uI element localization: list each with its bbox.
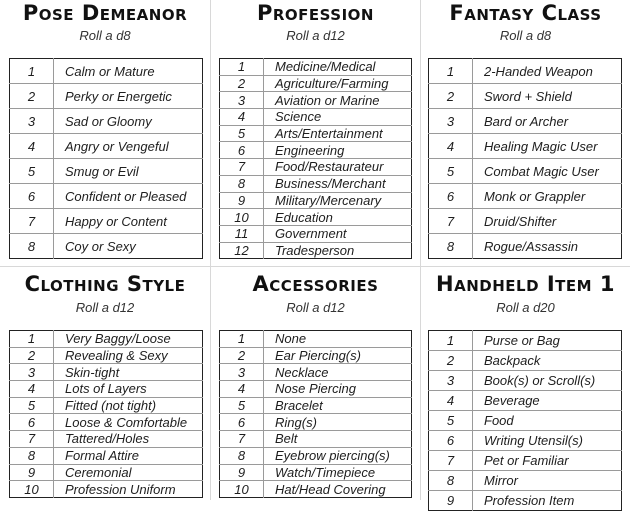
table-row — [220, 59, 412, 76]
table-row — [220, 209, 412, 226]
row-text: Medicine/Medical — [264, 59, 412, 76]
row-text: Rogue/Assassin — [484, 238, 578, 254]
row-number: 3 — [429, 109, 473, 134]
row-number: 6 — [220, 142, 264, 159]
roll-table — [219, 58, 412, 259]
row-text: Loose & Comfortable — [54, 414, 203, 431]
table-row — [429, 59, 622, 84]
row-number: 10 — [220, 481, 264, 498]
table-row — [220, 381, 412, 398]
row-number: 9 — [429, 491, 473, 511]
row-number: 7 — [220, 159, 264, 176]
table-row — [220, 242, 412, 259]
row-text: Formal Attire — [54, 447, 203, 464]
row-text: Sword + Shield — [473, 84, 622, 109]
row-text: Purse or Bag — [473, 331, 622, 351]
panel-subtitle: Roll a d20 — [496, 300, 555, 315]
roll-table — [9, 58, 203, 259]
table-row — [220, 347, 412, 364]
table-row — [429, 331, 622, 351]
table-row — [429, 451, 622, 471]
table-row — [10, 447, 203, 464]
row-text: Food — [473, 411, 622, 431]
table-row — [220, 92, 412, 109]
row-text: Very Baggy/Loose — [54, 331, 203, 348]
panel-title: Handheld Item 1 — [436, 272, 615, 296]
row-text: Science — [264, 109, 412, 126]
roll-table — [9, 330, 203, 498]
row-text: Food/Restaurateur — [264, 159, 412, 176]
row-number: 6 — [429, 184, 473, 209]
row-number: 11 — [220, 225, 264, 242]
table-row — [10, 347, 203, 364]
table-row — [10, 159, 203, 184]
panel-title: Profession — [256, 1, 374, 25]
table-row — [429, 391, 622, 411]
row-number: 6 — [10, 184, 54, 209]
row-number: 4 — [429, 391, 473, 411]
panel-title: Pose Demeanor — [22, 1, 188, 25]
accessories-panel — [211, 267, 420, 500]
row-number: 4 — [429, 134, 473, 159]
table-row — [10, 464, 203, 481]
table-row — [10, 84, 203, 109]
table-row — [220, 225, 412, 242]
row-number: 1 — [429, 59, 473, 84]
row-number: 9 — [220, 464, 264, 481]
row-number: 4 — [10, 134, 54, 159]
row-text: Fitted (not tight) — [54, 397, 203, 414]
row-text: Arts/Entertainment — [264, 125, 412, 142]
row-text: Coy or Sexy — [65, 238, 136, 254]
row-number: 4 — [220, 381, 264, 398]
table-row — [10, 331, 203, 348]
table-row — [10, 414, 203, 431]
table-row — [429, 371, 622, 391]
table-row — [429, 491, 622, 511]
row-text: Tattered/Holes — [54, 431, 203, 448]
row-text: Ear Piercing(s) — [264, 347, 412, 364]
table-row — [220, 331, 412, 348]
table-row — [220, 125, 412, 142]
table-row — [220, 109, 412, 126]
row-text: 2-Handed Weapon — [473, 59, 622, 84]
row-number: 7 — [429, 451, 473, 471]
row-number: 7 — [220, 431, 264, 448]
table-row — [10, 134, 203, 159]
row-text: Confident or Pleased — [54, 184, 203, 209]
panel-title: Accessories — [252, 272, 379, 296]
row-text: Angry or Vengeful — [54, 134, 203, 159]
table-row — [10, 209, 203, 234]
row-text: Happy or Content — [54, 209, 203, 234]
profession-panel — [211, 0, 420, 266]
row-number: 8 — [10, 447, 54, 464]
row-number: 3 — [220, 92, 264, 109]
row-number: 8 — [10, 234, 54, 259]
row-number: 1 — [220, 331, 264, 348]
row-text: Monk or Grappler — [473, 184, 622, 209]
table-row — [220, 447, 412, 464]
row-text: Beverage — [473, 391, 622, 411]
row-number: 3 — [429, 371, 473, 391]
row-number: 8 — [220, 175, 264, 192]
table-row — [220, 431, 412, 448]
row-number: 5 — [10, 397, 54, 414]
row-number: 1 — [10, 331, 54, 348]
row-text: Healing Magic User — [473, 134, 622, 159]
row-number: 9 — [10, 464, 54, 481]
panel-subtitle: Roll a d8 — [499, 28, 552, 43]
row-number: 8 — [429, 234, 473, 259]
row-number: 5 — [429, 411, 473, 431]
table-row — [429, 84, 622, 109]
row-text: Writing Utensil(s) — [473, 431, 622, 451]
row-number: 7 — [10, 209, 54, 234]
clothing-style-panel — [0, 267, 210, 500]
table-row — [429, 159, 622, 184]
row-number: 10 — [220, 209, 264, 226]
table-row — [220, 397, 412, 414]
table-row — [429, 431, 622, 451]
row-number: 7 — [429, 209, 473, 234]
table-row — [220, 159, 412, 176]
row-text: Aviation or Marine — [264, 92, 412, 109]
row-text: Ring(s) — [264, 414, 412, 431]
row-text: Ceremonial — [54, 464, 203, 481]
row-text: Druid/Shifter — [473, 209, 622, 234]
table-row — [429, 134, 622, 159]
table-row — [10, 59, 203, 84]
pose-demeanor-panel — [0, 0, 210, 266]
roll-table — [428, 58, 622, 259]
row-text: None — [264, 331, 412, 348]
row-text: Education — [264, 209, 412, 226]
row-number: 3 — [10, 109, 54, 134]
table-row — [429, 184, 622, 209]
table-row — [429, 351, 622, 371]
row-text: Necklace — [264, 364, 412, 381]
row-text: Military/Mercenary — [264, 192, 412, 209]
panel-subtitle: Roll a d12 — [286, 28, 345, 43]
row-number: 2 — [429, 84, 473, 109]
table-row — [220, 142, 412, 159]
row-text: Pet or Familiar — [473, 451, 622, 471]
row-number: 8 — [220, 447, 264, 464]
fantasy-class-panel — [421, 0, 630, 266]
table-row — [220, 364, 412, 381]
panel-subtitle: Roll a d8 — [79, 28, 131, 43]
row-text: Perky or Energetic — [54, 84, 203, 109]
row-text: Smug or Evil — [54, 159, 203, 184]
table-row — [429, 109, 622, 134]
row-number: 6 — [220, 414, 264, 431]
table-row — [10, 431, 203, 448]
row-number: 4 — [220, 109, 264, 126]
row-text: Revealing & Sexy — [54, 347, 203, 364]
row-number: 5 — [220, 397, 264, 414]
table-row — [10, 481, 203, 498]
row-text: Nose Piercing — [264, 381, 412, 398]
row-text: Tradesperson — [275, 242, 355, 258]
handheld-item-panel — [421, 267, 630, 508]
row-text: Calm or Mature — [54, 59, 203, 84]
row-number: 2 — [10, 84, 54, 109]
row-text: Watch/Timepiece — [264, 464, 412, 481]
row-number: 1 — [429, 331, 473, 351]
roll-table — [428, 330, 622, 511]
row-text: Bracelet — [264, 397, 412, 414]
panel-subtitle: Roll a d12 — [75, 300, 135, 315]
row-text: Skin-tight — [54, 364, 203, 381]
row-number: 3 — [220, 364, 264, 381]
table-row — [220, 192, 412, 209]
row-text: Book(s) or Scroll(s) — [473, 371, 622, 391]
row-number: 2 — [220, 75, 264, 92]
panel-title: Clothing Style — [24, 272, 186, 296]
row-number: 9 — [220, 192, 264, 209]
row-number: 5 — [10, 159, 54, 184]
row-number: 7 — [10, 431, 54, 448]
row-text: Belt — [264, 431, 412, 448]
row-number: 6 — [10, 414, 54, 431]
table-row — [10, 397, 203, 414]
row-text: Eyebrow piercing(s) — [264, 447, 412, 464]
row-text: Bard or Archer — [473, 109, 622, 134]
row-text: Lots of Layers — [54, 381, 203, 398]
table-row — [429, 209, 622, 234]
table-row — [10, 234, 203, 259]
table-row — [429, 471, 622, 491]
row-number: 1 — [220, 59, 264, 76]
row-text: Engineering — [264, 142, 412, 159]
row-text: Profession Uniform — [65, 481, 176, 497]
panel-subtitle: Roll a d12 — [286, 300, 345, 315]
table-row — [220, 75, 412, 92]
row-text: Government — [264, 225, 412, 242]
row-text: Business/Merchant — [264, 175, 412, 192]
row-text: Profession Item — [484, 493, 575, 508]
row-number: 5 — [220, 125, 264, 142]
row-number: 2 — [10, 347, 54, 364]
row-text: Combat Magic User — [473, 159, 622, 184]
row-number: 4 — [10, 381, 54, 398]
table-row — [429, 411, 622, 431]
table-row — [10, 364, 203, 381]
row-number: 5 — [429, 159, 473, 184]
table-row — [429, 234, 622, 259]
table-row — [10, 109, 203, 134]
row-number: 2 — [429, 351, 473, 371]
panel-title: Fantasy Class — [449, 1, 602, 25]
row-number: 3 — [10, 364, 54, 381]
row-number: 8 — [429, 471, 473, 491]
row-text: Sad or Gloomy — [54, 109, 203, 134]
row-number: 6 — [429, 431, 473, 451]
row-text: Backpack — [473, 351, 622, 371]
table-row — [220, 464, 412, 481]
row-text: Mirror — [473, 471, 622, 491]
table-row — [220, 414, 412, 431]
table-row — [10, 381, 203, 398]
roll-table — [219, 330, 412, 498]
row-text: Hat/Head Covering — [275, 481, 386, 497]
table-row — [10, 184, 203, 209]
row-number: 1 — [10, 59, 54, 84]
row-number: 2 — [220, 347, 264, 364]
row-text: Agriculture/Farming — [264, 75, 412, 92]
row-number: 12 — [220, 242, 264, 259]
table-row — [220, 481, 412, 498]
row-number: 10 — [10, 481, 54, 498]
table-row — [220, 175, 412, 192]
